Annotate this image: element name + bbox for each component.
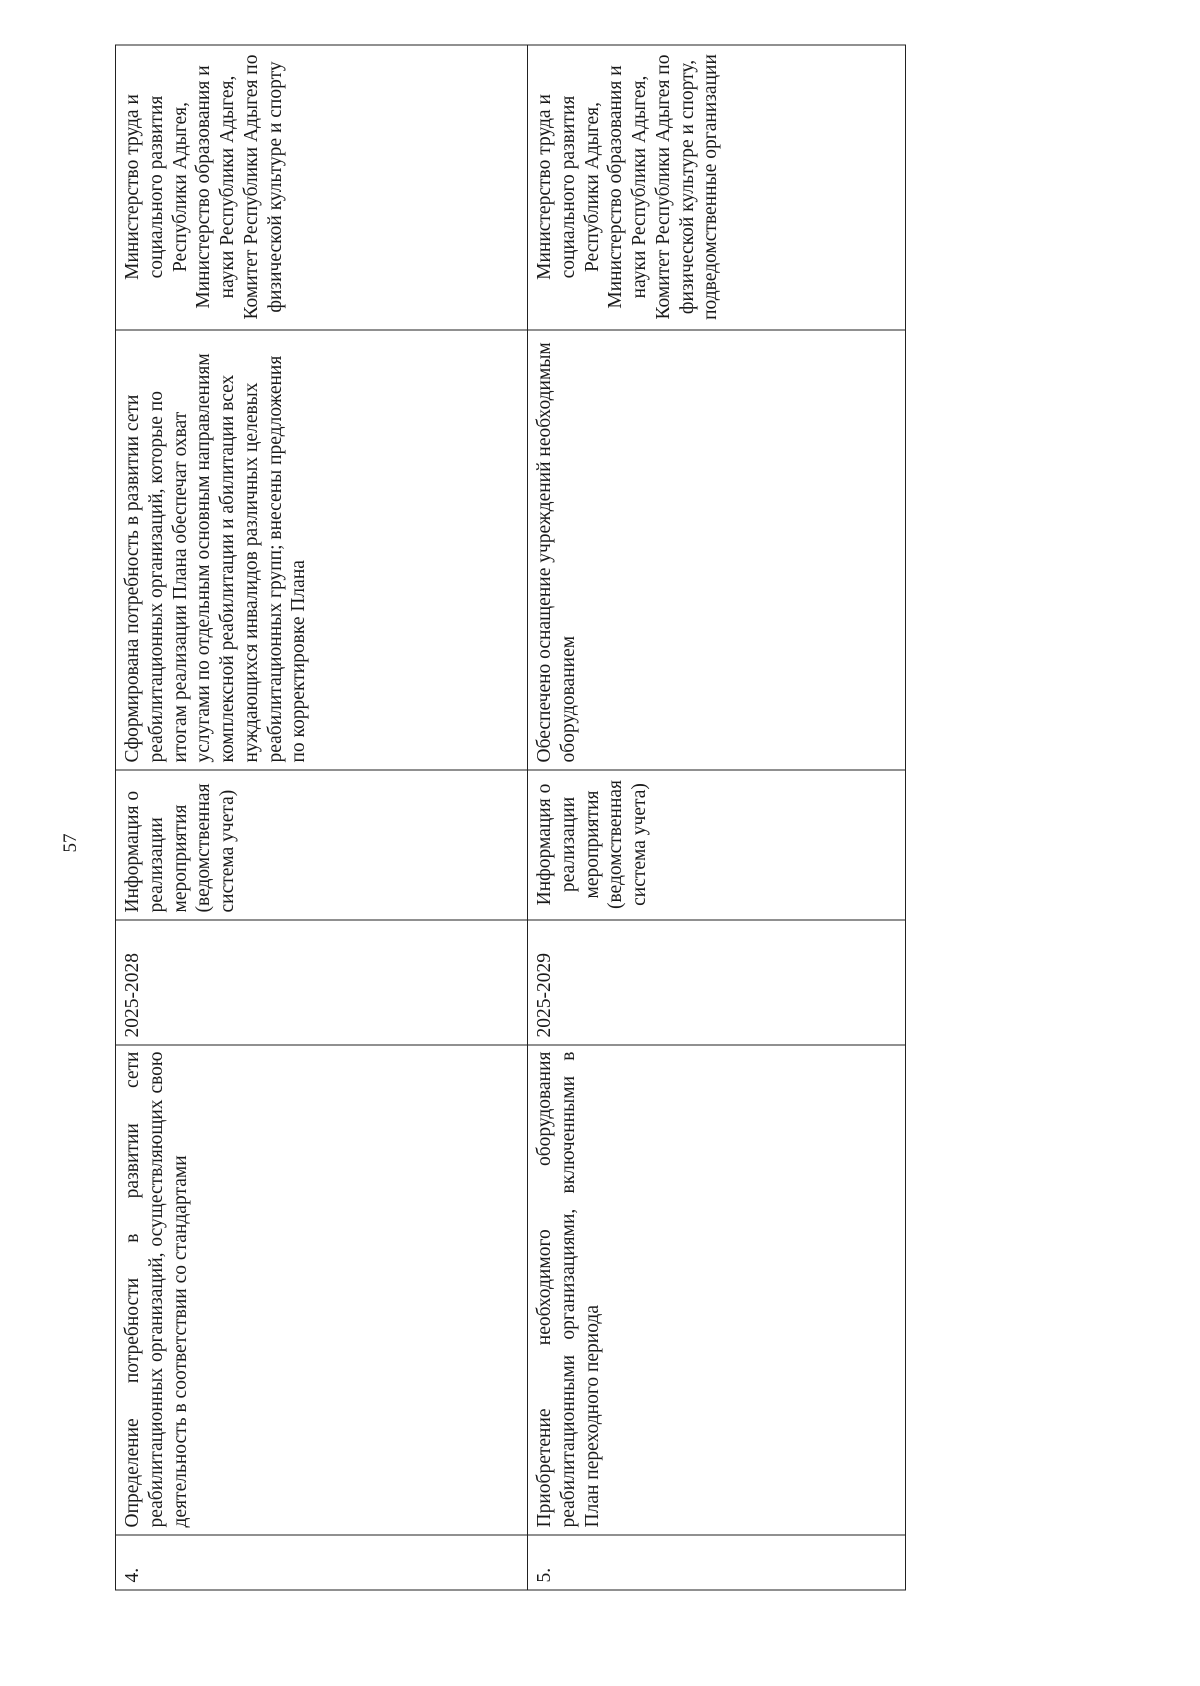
measure-name: Определение потребности в развитии сети реабилитационных организаций, осуществляющих свою деятельность в соответствии со стандартами	[116, 1045, 528, 1535]
table-row	[528, 45, 906, 1590]
period: 2025-2029	[528, 920, 906, 1045]
expected-result: Сформирована потребность в развитии сети реабилитационных организаций, которые по итогам реализации Плана обеспечат охват услугами по отдельным основным направлениям комплексной реабилитации и абилитации всех нуждающихся инвалидов различных целевых реабилитационных групп; внесены предложения по корректировке Плана	[116, 330, 528, 770]
row-number: 4.	[116, 1535, 528, 1590]
info-source: Информация о реализации мероприятия (ведомственная система учета)	[116, 770, 528, 920]
page-number: 57	[60, 833, 81, 853]
info-source: Информация о реализации мероприятия (ведомственная система учета)	[528, 770, 906, 920]
responsible-bodies: Министерство труда и социального развития Республики Адыгея, Министерство образования и науки Республики Адыгея, Комитет Республики Адыгея по физической культуре и спорту	[116, 45, 528, 330]
measure-name: Приобретение необходимого оборудования реабилитационными организациями, включенными в План переходного периода	[528, 1045, 906, 1535]
rotated-table-wrapper	[115, 46, 905, 1591]
expected-result: Обеспечено оснащение учреждений необходимым оборудованием	[528, 330, 906, 770]
measures-table	[115, 45, 906, 1591]
table-row	[116, 45, 528, 1590]
responsible-bodies: Министерство труда и социального развития Республики Адыгея, Министерство образования и науки Республики Адыгея, Комитет Республики Адыгея по физической культуре и спорту, подведомственные организации	[528, 45, 906, 330]
row-number: 5.	[528, 1535, 906, 1590]
period: 2025-2028	[116, 920, 528, 1045]
